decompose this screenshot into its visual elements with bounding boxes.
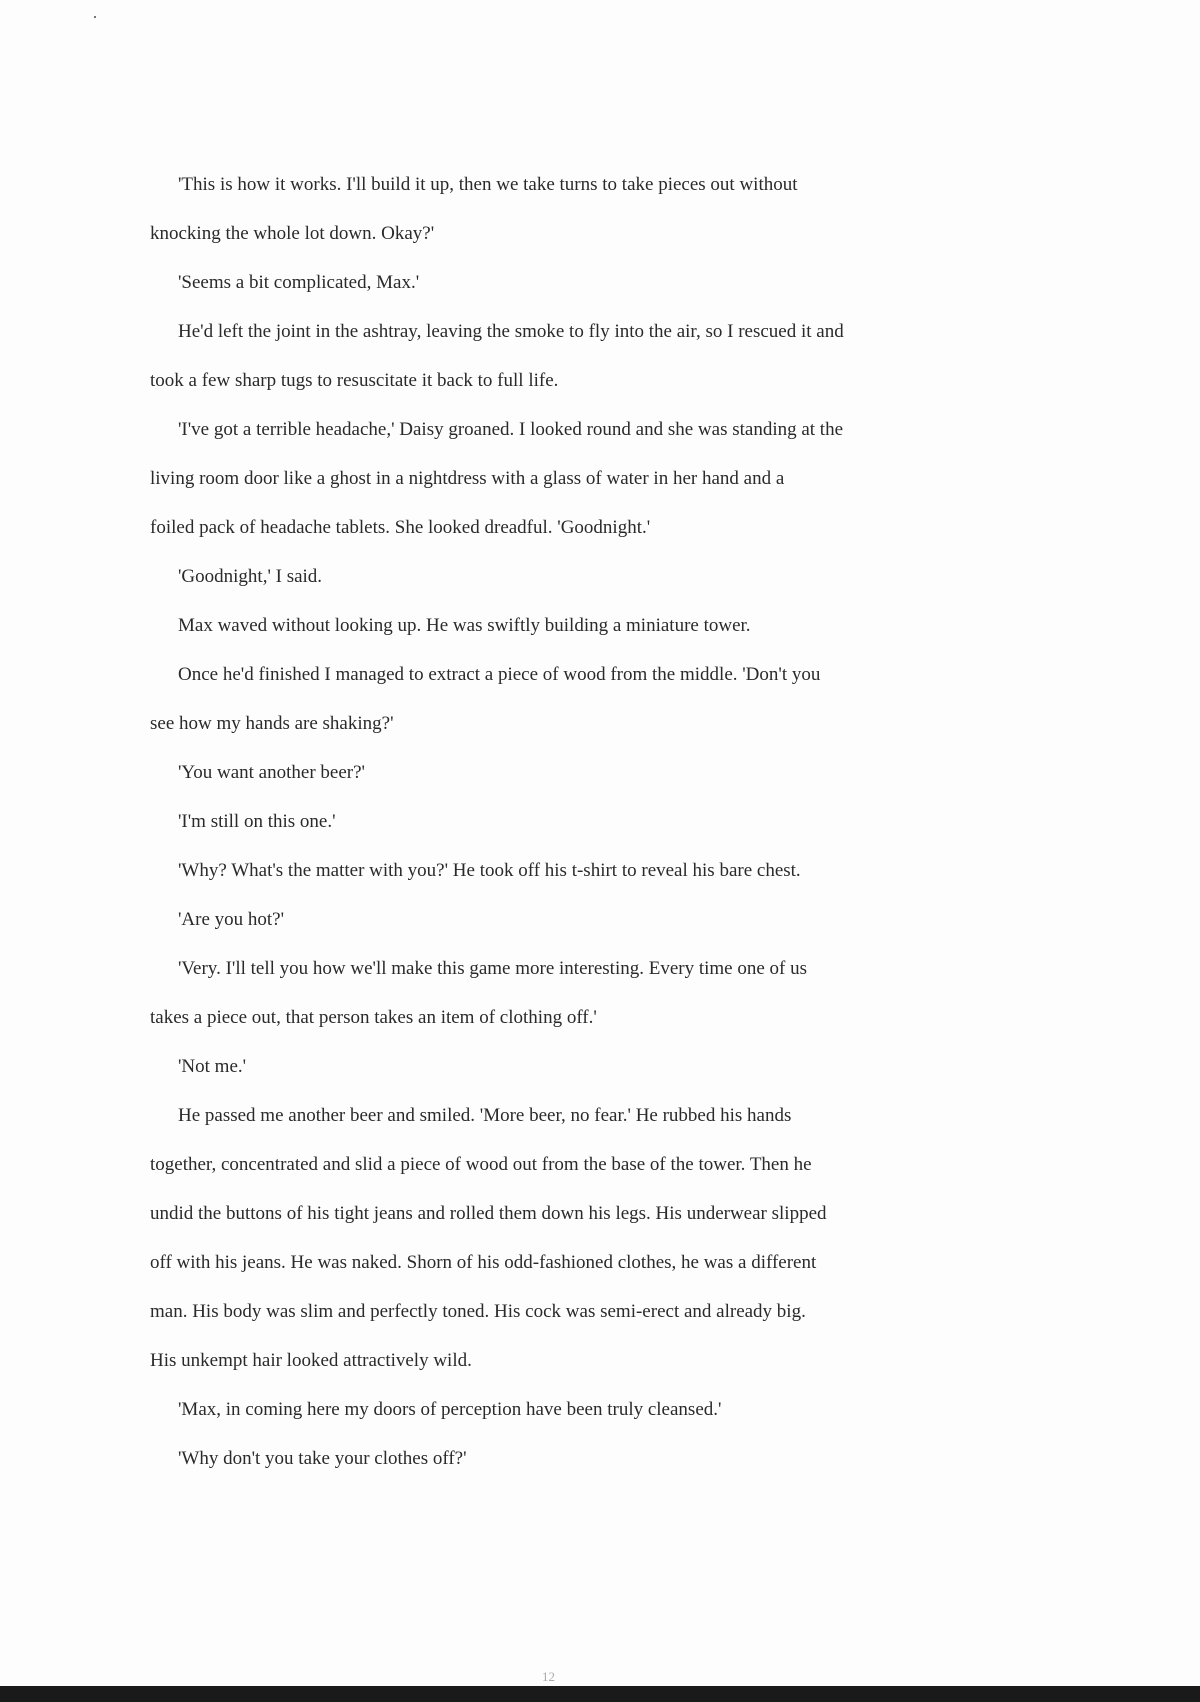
text-body [150,160,1050,1483]
stray-mark [94,16,96,18]
text-line: 'Seems a bit complicated, Max.' [178,272,420,293]
text-line: see how my hands are shaking?' [150,713,394,734]
text-line: 'I'm still on this one.' [178,811,336,832]
text-line: 'Max, in coming here my doors of perception have been truly cleansed.' [178,1399,722,1420]
text-line: 'Why? What's the matter with you?' He took off his t-shirt to reveal his bare chest. [178,860,801,881]
text-line: Once he'd finished I managed to extract a piece of wood from the middle. 'Don't you [178,664,821,685]
text-line: living room door like a ghost in a nightdress with a glass of water in her hand and a [150,468,785,489]
text-line: 'Are you hot?' [178,909,285,930]
text-line: undid the buttons of his tight jeans and rolled them down his legs. His underwear slipped [150,1203,827,1224]
text-line: His unkempt hair looked attractively wild. [150,1350,472,1371]
text-line: 'This is how it works. I'll build it up, then we take turns to take pieces out without [178,174,798,195]
page-number: 12 [542,1669,555,1684]
text-line: 'Not me.' [178,1056,247,1077]
text-line: off with his jeans. He was naked. Shorn of his odd-fashioned clothes, he was a different [150,1252,817,1273]
text-line: 'I've got a terrible headache,' Daisy groaned. I looked round and she was standing at the [178,419,844,440]
text-line: 'Why don't you take your clothes off?' [178,1448,467,1469]
text-line: 'Goodnight,' I said. [178,566,323,587]
text-line: man. His body was slim and perfectly toned. His cock was semi-erect and already big. [150,1301,806,1322]
text-line: foiled pack of headache tablets. She looked dreadful. 'Goodnight.' [150,517,651,538]
text-line: takes a piece out, that person takes an item of clothing off.' [150,1007,597,1028]
text-line: Max waved without looking up. He was swiftly building a miniature tower. [178,615,751,636]
text-line: 'Very. I'll tell you how we'll make this game more interesting. Every time one of us [178,958,808,979]
text-line: together, concentrated and slid a piece of wood out from the base of the tower. Then he [150,1154,812,1175]
text-line: He passed me another beer and smiled. 'More beer, no fear.' He rubbed his hands [178,1105,792,1126]
text-line: 'You want another beer?' [178,762,365,783]
text-line: took a few sharp tugs to resuscitate it back to full life. [150,370,559,391]
text-line: knocking the whole lot down. Okay?' [150,223,435,244]
text-line: He'd left the joint in the ashtray, leaving the smoke to fly into the air, so I rescued it and [178,321,844,342]
